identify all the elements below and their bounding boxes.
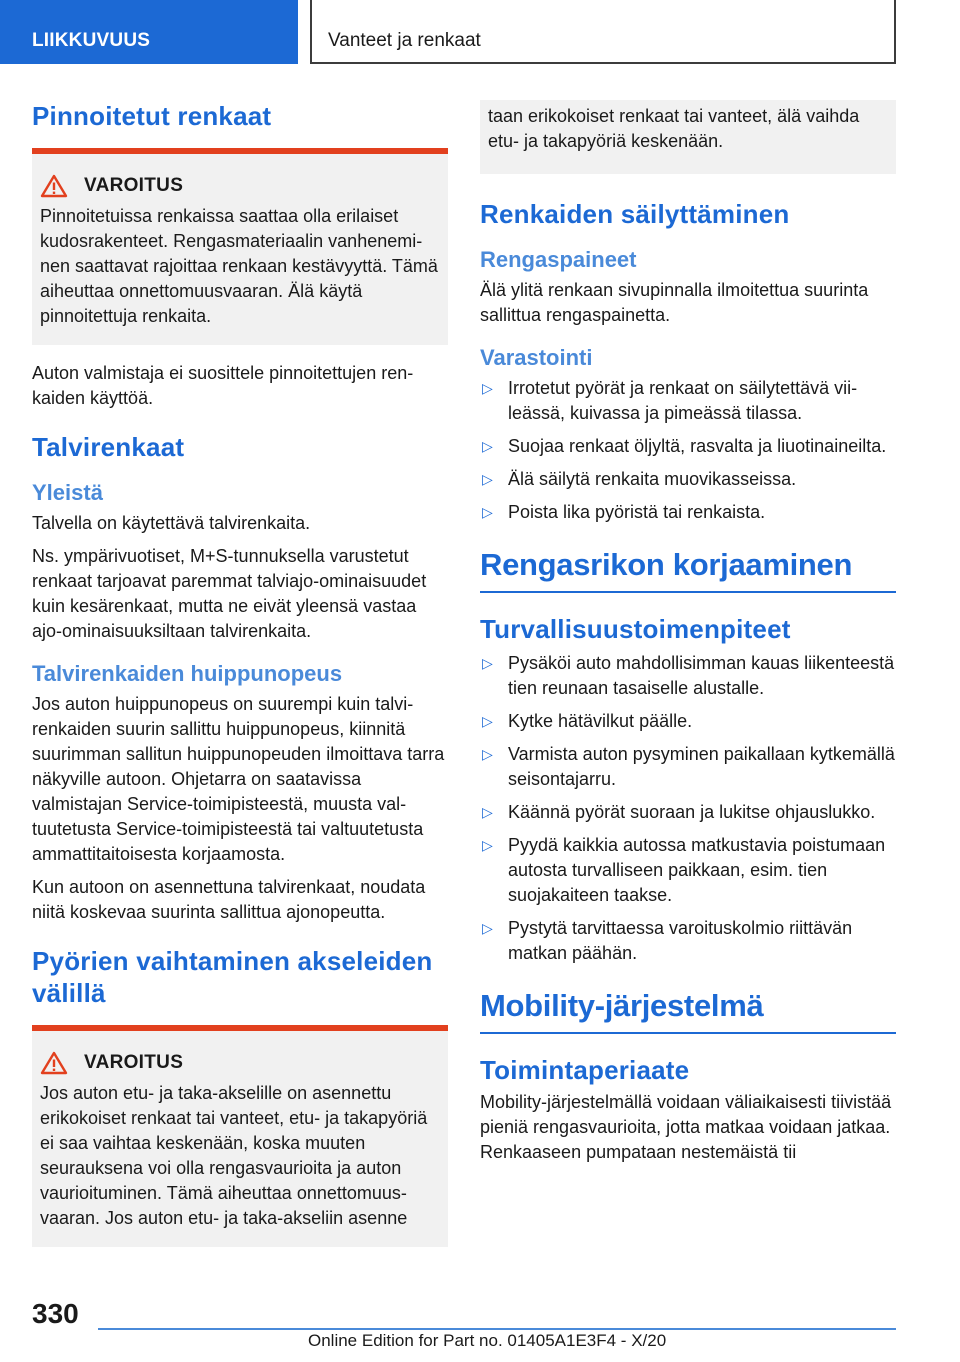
- triangle-right-outline-icon: ▷: [482, 438, 493, 454]
- warning-text: Jos auton etu- ja taka-akselille on asennettu erikokoiset renkaat tai vanteet, etu- ja takapyöriä ei saa vaihtaa keskenään, koska muuten seurauksena voi olla rengasvaurioita ja auton vaurioituminen. Tämä aiheuttaa onnettomuusvaaran. Jos auton etu- ja taka-akseliin asenne: [40, 1083, 428, 1228]
- heading-toimintaperiaate: Toimintaperiaate: [480, 1055, 690, 1085]
- header-chapter-tab: [310, 0, 896, 64]
- triangle-right-outline-icon: ▷: [482, 380, 493, 396]
- paragraph-valmistaja: Auton valmistaja ei suosittele pinnoitettujen renkaiden käyttöä.: [32, 363, 414, 408]
- heading-renkaiden-sailyttaminen: Renkaiden säilyttäminen: [480, 199, 790, 229]
- heading-mobility-jarjestelma: Mobility-järjestelmä: [480, 986, 896, 1034]
- list-item: ▷ Suojaa renkaat öljyltä, rasvalta ja liuotinaineilta.: [480, 434, 896, 459]
- left-column: [32, 100, 448, 1263]
- warning-box-vaihtaminen: [32, 1025, 448, 1247]
- subheading-yleista: Yleistä: [32, 480, 103, 505]
- heading-pinnoitetut-renkaat: Pinnoitetut renkaat: [32, 101, 272, 131]
- right-column: [480, 100, 896, 1173]
- list-item: ▷ Käännä pyörät suoraan ja lukitse ohjauslukko.: [480, 800, 896, 825]
- warning-header: [40, 174, 440, 198]
- triangle-right-outline-icon: ▷: [482, 837, 493, 853]
- triangle-right-outline-icon: ▷: [482, 655, 493, 671]
- paragraph-talvella: Talvella on käytettävä talvirenkaita.: [32, 513, 311, 533]
- list-item: ▷ Poista lika pyöristä tai renkaista.: [480, 500, 896, 525]
- header-section-tab: [0, 0, 298, 64]
- list-item: ▷ Pysäköi auto mahdollisimman kauas liikenteestä tien reunaan tasaiselle alustalle.: [480, 651, 896, 701]
- warning-text-continued: taan erikokoiset renkaat tai vanteet, älä vaihda etu- ja takapyöriä keskenään.: [488, 106, 860, 151]
- page-number: 330: [32, 1298, 79, 1329]
- paragraph-rengaspaineet: Älä ylitä renkaan sivupinnalla ilmoitettua suurinta sallittua rengaspainetta.: [480, 280, 869, 325]
- list-item: ▷ Pyydä kaikkia autossa matkustavia poistumaan autosta turvalliseen paikkaan, esim. tien suojakaiteen taakse.: [480, 833, 896, 908]
- triangle-right-outline-icon: ▷: [482, 746, 493, 762]
- heading-talvirenkaat: Talvirenkaat: [32, 432, 185, 462]
- warning-title: VAROITUS: [84, 175, 184, 196]
- header-section-label: LIIKKUVUUS: [32, 30, 151, 51]
- triangle-right-outline-icon: ▷: [482, 920, 493, 936]
- list-item: ▷ Kytke hätävilkut päälle.: [480, 709, 896, 734]
- paragraph-ymparivuotiset: Ns. ympärivuotiset, M+S-tunnuksella varustetut renkaat tarjoavat paremmat talviajo-ominaisuudet kuin kesärenkaat, mutta ne eivät yleensä vastaa ajo-ominaisuuksiltaan talvirenkaita.: [32, 546, 427, 641]
- warning-triangle-icon: [40, 174, 74, 198]
- heading-turvallisuustoimenpiteet: Turvallisuustoimenpiteet: [480, 614, 791, 644]
- subheading-huippunopeus: Talvirenkaiden huippunopeus: [32, 661, 343, 686]
- list-item: ▷ Älä säilytä renkaita muovikasseissa.: [480, 467, 896, 492]
- warning-box-pinnoitetut: [32, 148, 448, 345]
- heading-pyorien-vaihtaminen: Pyörien vaihtaminen akseleiden välillä: [32, 946, 433, 1008]
- heading-rengasrikon-korjaaminen: Rengasrikon korjaaminen: [480, 545, 896, 593]
- paragraph-toimintaperiaate: Mobility-järjestelmällä voidaan väliaikaisesti tiivistää pieniä rengasvaurioita, jotta matkaa voidaan jatkaa. Renkaaseen pumpataan nestemäistä tii: [480, 1092, 892, 1162]
- triangle-right-outline-icon: ▷: [482, 471, 493, 487]
- subheading-rengaspaineet: Rengaspaineet: [480, 247, 637, 272]
- header-chapter-label: Vanteet ja renkaat: [328, 30, 481, 51]
- warning-triangle-icon: [40, 1051, 74, 1075]
- list-turvallisuus: [480, 651, 896, 966]
- list-item: ▷ Irrotetut pyörät ja renkaat on säilytettävä viileässä, kuivassa ja pimeässä tilassa.: [480, 376, 896, 426]
- warning-title: VAROITUS: [84, 1052, 184, 1073]
- triangle-right-outline-icon: ▷: [482, 713, 493, 729]
- footer-edition-text: Online Edition for Part no. 01405A1E3F4 - X/20: [308, 1331, 667, 1350]
- warning-header: [40, 1051, 440, 1075]
- subheading-varastointi: Varastointi: [480, 345, 593, 370]
- list-item: ▷ Pystytä tarvittaessa varoituskolmio riittävän matkan päähän.: [480, 916, 896, 966]
- warning-box-continued: [480, 100, 896, 174]
- paragraph-noudata: Kun autoon on asennettuna talvirenkaat, noudata niitä koskevaa suurinta sallittua ajonopeutta.: [32, 877, 426, 922]
- warning-text: Pinnoitetuissa renkaissa saattaa olla erilaiset kudosrakenteet. Rengasmateriaalin vanheneminen saattavat rajoittaa renkaan kestävyyttä. Tämä aiheuttaa onnettomuusvaaran. Älä käytä pinnoitettuja renkaita.: [40, 206, 438, 326]
- triangle-right-outline-icon: ▷: [482, 504, 493, 520]
- triangle-right-outline-icon: ▷: [482, 804, 493, 820]
- footer-divider: [98, 1328, 896, 1330]
- list-item: ▷ Varmista auton pysyminen paikallaan kytkemällä seisontajarru.: [480, 742, 896, 792]
- paragraph-huippunopeus: Jos auton huippunopeus on suurempi kuin talvirenkaiden suurin sallittu huippunopeus, kiinnitä suurimman sallitun huippunopeuden ilmoittava tarra näkyville autoon. Ohjetarra on saatavissa valmistajan Service-toimipisteestä, muusta valtuutetusta Service-toimipisteestä tai valtuutetusta ammattitaitoisesta korjaamosta.: [32, 694, 445, 864]
- list-varastointi: [480, 376, 896, 525]
